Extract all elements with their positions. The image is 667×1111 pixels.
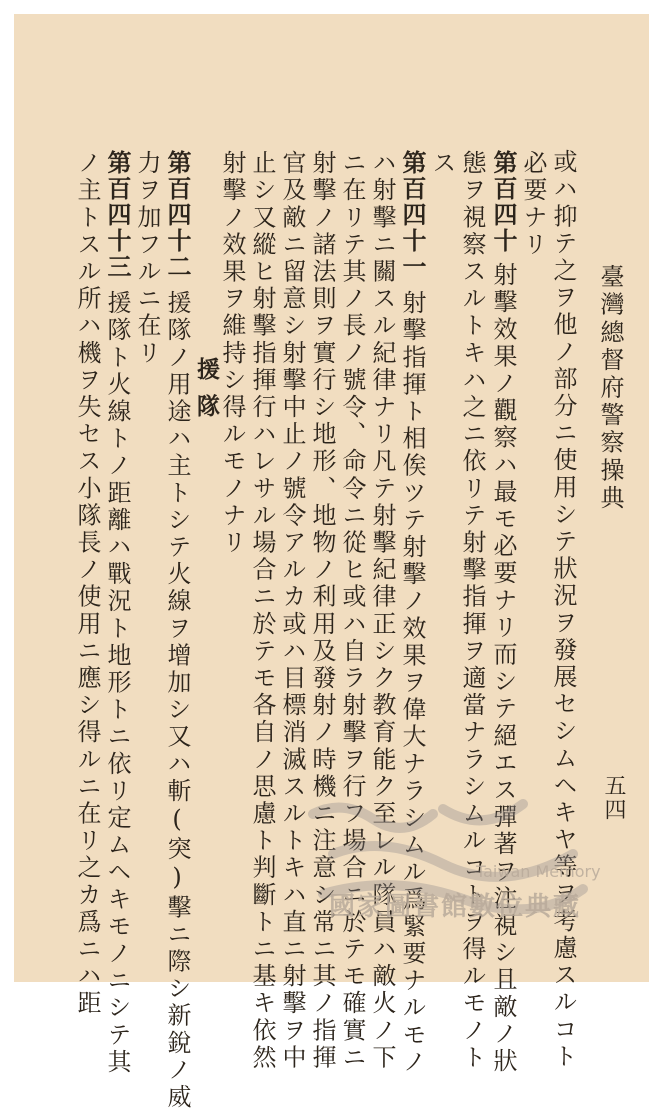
- subsection-heading-reserve: 援隊: [193, 357, 220, 431]
- text-column-11: 止シ又縱ヒ射擊指揮行ハレサル場合ニ於テモ各自ノ思慮ト判斷トニ基キ依然: [248, 150, 276, 1072]
- section-heading-141: 第百四十一: [398, 150, 427, 280]
- text-column-7: ハ射擊ニ關スル紀律ナリ凡テ射擊紀律正シク教育能ク至レル隊員ハ敵火ノ下: [368, 150, 396, 1072]
- text-column-16: ノ主トスル所ハ機ヲ失セス小隊長ノ使用ニ應シ得ルニ在リ之カ爲ニハ距: [73, 150, 101, 1018]
- text-column-10: 官及敵ニ留意シ射擊中止ノ號令アルカ或ハ目標消滅スルトキハ直ニ射擊ヲ中: [278, 150, 306, 1072]
- section-heading-140: 第百四十: [489, 150, 518, 254]
- section-heading-142: 第百四十二: [163, 150, 192, 280]
- text-column-8: ニ在リテ其ノ長ノ號令、命令ニ從ヒ或ハ自ラ射擊ヲ行フ場合ニ於テモ確實ニ: [338, 150, 366, 1072]
- book-page: [14, 14, 649, 1111]
- watermark-library: 國家圖書館數位典藏: [329, 892, 582, 922]
- text-column-14: 力ヲ加フルニ在リ: [133, 150, 161, 367]
- text-column-13: 援隊ノ用途ハ主トシテ火線ヲ增加シ又ハ斬(突)擊ニ際シ新銳ノ威: [163, 290, 191, 1111]
- text-column-12: 射擊ノ效果ヲ維持シ得ルモノナリ: [218, 150, 246, 557]
- page-number: 五四: [601, 774, 626, 822]
- book-title: 臺灣總督府警察操典: [596, 264, 624, 513]
- text-column-1: 或ハ抑テ之ヲ他ノ部分ニ使用シテ狀況ヲ發展セシムヘキヤ等ヲ考慮スルコト: [549, 149, 577, 1071]
- text-column-2: 必要ナリ: [519, 150, 547, 259]
- text-column-9: 射擊ノ諸法則ヲ實行シ地形、地物ノ利用及發射ノ時機ニ注意シ常ニ其ノ指揮: [308, 150, 336, 1072]
- text-column-5: ス: [428, 150, 456, 178]
- text-column-15: 援隊ト火線トノ距離ハ戰況ト地形トニ依リ定ムヘキモノニシテ其: [103, 290, 131, 1076]
- watermark-subtitle: Taiwan Memory: [476, 862, 601, 881]
- text-column-6: 射擊指揮ト相俟ツテ射擊ノ效果ヲ偉大ナラシムル爲緊要ナルモノ: [398, 290, 426, 1076]
- text-column-3: 射擊效果ノ觀察ハ最モ必要ナリ而シテ絕エス彈著ヲ注視シ且敵ノ狀: [489, 262, 517, 1075]
- text-column-4: 態ヲ視察スルトキハ之ニ依リテ射擊指揮ヲ適當ナラシムルコトヲ得ルモノト: [458, 150, 486, 1072]
- section-heading-143: 第百四十三: [103, 150, 132, 280]
